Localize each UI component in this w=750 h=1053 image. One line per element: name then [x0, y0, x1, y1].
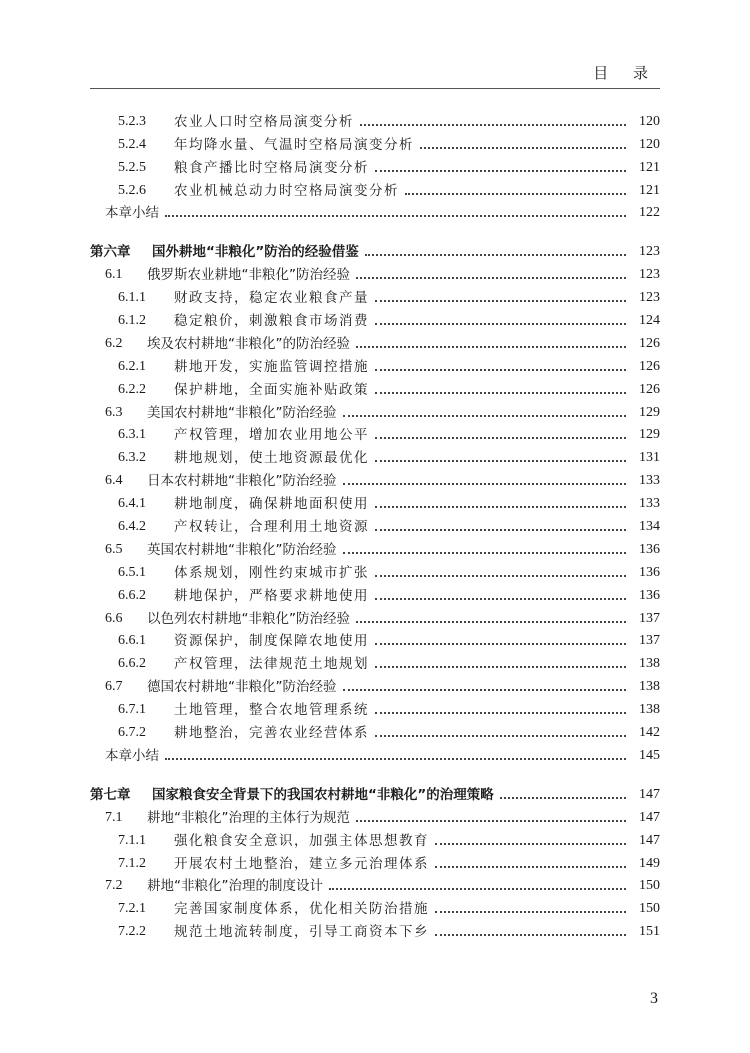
- toc-entry[interactable]: [90, 284, 660, 307]
- toc-entry-number: 7.2.2: [118, 924, 146, 940]
- header-rule: [90, 88, 660, 89]
- toc-entry-page: 138: [639, 679, 660, 695]
- toc-entry-title: 耕地开发，实施监管调控措施: [174, 358, 369, 375]
- toc-entry-title: 农业机械总动力时空格局演变分析: [174, 182, 399, 199]
- toc-entry[interactable]: [90, 399, 660, 422]
- toc-entry-number: 6.6: [105, 610, 123, 626]
- toc-entry[interactable]: [90, 238, 660, 261]
- dot-leader: [165, 215, 626, 217]
- dot-leader: [356, 277, 626, 279]
- toc-entry-number: 7.1.1: [118, 832, 146, 848]
- dot-leader: [329, 888, 626, 890]
- dot-leader: [375, 735, 626, 737]
- dot-leader: [375, 460, 626, 462]
- toc-entry[interactable]: [90, 605, 660, 628]
- toc-entry[interactable]: [90, 895, 660, 918]
- dot-leader: [356, 621, 626, 623]
- toc-entry-number: 6.5: [105, 541, 123, 557]
- toc-entry[interactable]: [90, 376, 660, 399]
- toc-entry-title: 耕地“非粮化”治理的主体行为规范: [147, 809, 350, 826]
- dot-leader: [375, 392, 626, 394]
- toc-entry[interactable]: [90, 330, 660, 353]
- toc-entry-page: 137: [639, 610, 660, 626]
- toc-entry-page: 122: [639, 205, 660, 221]
- toc-entry-page: 137: [639, 633, 660, 649]
- toc-entry[interactable]: [90, 827, 660, 850]
- toc-entry-page: 126: [639, 335, 660, 351]
- toc-entry-page: 133: [639, 473, 660, 489]
- toc-entry[interactable]: [90, 559, 660, 582]
- toc-entry[interactable]: [90, 650, 660, 673]
- dot-leader: [343, 689, 627, 691]
- dot-leader: [420, 147, 626, 149]
- toc-entry-number: 第六章: [90, 244, 131, 261]
- dot-leader: [435, 911, 626, 913]
- toc-entry-number: 7.1: [105, 809, 123, 825]
- toc-entry-number: 7.1.2: [118, 855, 146, 871]
- toc-entry-title: 粮食产播比时空格局演变分析: [174, 159, 369, 176]
- toc-entry[interactable]: [90, 918, 660, 941]
- toc-entry[interactable]: [90, 131, 660, 154]
- toc-entry-page: 149: [639, 855, 660, 871]
- toc-entry-page: 136: [639, 541, 660, 557]
- toc-entry-number: 6.6.2: [118, 656, 146, 672]
- toc-entry-number: 5.2.6: [118, 182, 146, 198]
- toc-entry-title: 产权管理，法律规范土地规划: [174, 656, 369, 673]
- toc-entry-number: 6.4: [105, 473, 123, 489]
- toc-entry-page: 147: [639, 832, 660, 848]
- table-of-contents: [90, 108, 660, 941]
- toc-entry-title: 国家粮食安全背景下的我国农村耕地“非粮化”的治理策略: [152, 786, 494, 803]
- toc-entry-page: 150: [639, 901, 660, 917]
- dot-leader: [375, 529, 626, 531]
- toc-entry-page: 145: [639, 747, 660, 763]
- dot-leader: [375, 575, 626, 577]
- toc-entry-page: 126: [639, 381, 660, 397]
- toc-entry-page: 138: [639, 656, 660, 672]
- toc-entry-title: 国外耕地“非粮化”防治的经验借鉴: [152, 244, 359, 261]
- toc-entry-title: 财政支持，稳定农业粮食产量: [174, 290, 369, 307]
- toc-entry-title: 耕地“非粮化”治理的制度设计: [147, 878, 323, 895]
- toc-entry-title: 耕地制度，确保耕地面积使用: [174, 496, 369, 513]
- dot-leader: [356, 346, 626, 348]
- toc-entry-title: 俄罗斯农业耕地“非粮化”防治经验: [147, 267, 350, 284]
- toc-entry-title: 产权管理，增加农业用地公平: [174, 427, 369, 444]
- toc-entry-page: 131: [639, 450, 660, 466]
- toc-entry[interactable]: [90, 353, 660, 376]
- toc-entry-title: 日本农村耕地“非粮化”防治经验: [147, 473, 337, 490]
- toc-entry-page: 123: [639, 267, 660, 283]
- toc-entry-page: 123: [639, 244, 660, 260]
- toc-entry-number: 6.2.1: [118, 358, 146, 374]
- dot-leader: [343, 415, 627, 417]
- dot-leader: [435, 934, 626, 936]
- toc-entry-title: 埃及农村耕地“非粮化”的防治经验: [147, 335, 350, 352]
- toc-entry-title: 土地管理，整合农地管理系统: [174, 702, 369, 719]
- toc-entry-page: 120: [639, 113, 660, 129]
- toc-entry[interactable]: [90, 873, 660, 896]
- toc-entry[interactable]: [90, 200, 660, 223]
- toc-entry-title: 稳定粮价，刺激粮食市场消费: [174, 313, 369, 330]
- dot-leader: [375, 323, 626, 325]
- toc-entry-title: 以色列农村耕地“非粮化”防治经验: [147, 610, 350, 627]
- toc-entry[interactable]: [90, 536, 660, 559]
- toc-entry-page: 151: [639, 924, 660, 940]
- toc-entry[interactable]: [90, 108, 660, 131]
- dot-leader: [343, 483, 627, 485]
- toc-entry-title: 强化粮食安全意识，加强主体思想教育: [174, 832, 429, 849]
- dot-leader: [435, 866, 626, 868]
- toc-entry-number: 6.6.1: [118, 633, 146, 649]
- toc-entry[interactable]: [90, 467, 660, 490]
- toc-entry-page: 124: [639, 313, 660, 329]
- toc-entry-number: 6.2: [105, 335, 123, 351]
- toc-entry-number: 6.3.2: [118, 450, 146, 466]
- toc-entry[interactable]: [90, 628, 660, 651]
- toc-entry[interactable]: [90, 261, 660, 284]
- toc-entry-page: 136: [639, 587, 660, 603]
- toc-entry-page: 136: [639, 564, 660, 580]
- toc-entry-title: 完善国家制度体系，优化相关防治措施: [174, 901, 429, 918]
- toc-entry-number: 7.2.1: [118, 901, 146, 917]
- chapter-gap: [90, 222, 660, 238]
- toc-entry-page: 147: [639, 809, 660, 825]
- toc-entry-number: 6.3.1: [118, 427, 146, 443]
- dot-leader: [375, 666, 626, 668]
- toc-entry-title: 农业人口时空格局演变分析: [174, 113, 354, 130]
- toc-entry[interactable]: [90, 742, 660, 765]
- dot-leader: [365, 254, 626, 256]
- dot-leader: [375, 598, 626, 600]
- toc-entry[interactable]: [90, 850, 660, 873]
- dot-leader: [343, 552, 627, 554]
- toc-entry-title: 耕地保护，严格要求耕地使用: [174, 587, 369, 604]
- toc-entry-page: 123: [639, 290, 660, 306]
- toc-entry-title: 耕地整治，完善农业经营体系: [174, 725, 369, 742]
- toc-entry-page: 134: [639, 519, 660, 535]
- toc-entry-number: 第七章: [90, 786, 131, 803]
- dot-leader: [360, 124, 626, 126]
- toc-entry[interactable]: [90, 490, 660, 513]
- toc-entry-page: 129: [639, 427, 660, 443]
- dot-leader: [405, 193, 626, 195]
- toc-entry-number: 5.2.4: [118, 136, 146, 152]
- toc-entry-number: 6.4.1: [118, 496, 146, 512]
- toc-entry-number: 6.7: [105, 679, 123, 695]
- dot-leader: [375, 506, 626, 508]
- toc-entry-number: 6.7.2: [118, 725, 146, 741]
- toc-entry-number: 7.2: [105, 878, 123, 894]
- dot-leader: [165, 758, 626, 760]
- toc-entry-page: 129: [639, 404, 660, 420]
- toc-entry[interactable]: [90, 696, 660, 719]
- toc-entry-page: 133: [639, 496, 660, 512]
- toc-entry-number: 6.5.1: [118, 564, 146, 580]
- toc-entry[interactable]: [90, 719, 660, 742]
- toc-entry[interactable]: [90, 177, 660, 200]
- toc-entry-title: 体系规划，刚性约束城市扩张: [174, 564, 369, 581]
- toc-entry[interactable]: [90, 673, 660, 696]
- toc-entry-title: 本章小结: [105, 205, 159, 222]
- dot-leader: [375, 170, 626, 172]
- dot-leader: [375, 437, 626, 439]
- toc-entry[interactable]: [90, 154, 660, 177]
- dot-leader: [435, 843, 626, 845]
- dot-leader: [356, 820, 626, 822]
- chapter-gap: [90, 765, 660, 781]
- toc-entry-page: 147: [639, 786, 660, 802]
- dot-leader: [375, 643, 626, 645]
- toc-entry-title: 保护耕地，全面实施补贴政策: [174, 381, 369, 398]
- dot-leader: [375, 300, 626, 302]
- running-head: 目 录: [593, 64, 658, 82]
- toc-entry-number: 6.2.2: [118, 381, 146, 397]
- toc-entry-page: 121: [639, 182, 660, 198]
- toc-entry-title: 英国农村耕地“非粮化”防治经验: [147, 541, 337, 558]
- dot-leader: [500, 797, 626, 799]
- toc-entry[interactable]: [90, 781, 660, 804]
- toc-entry[interactable]: [90, 582, 660, 605]
- toc-entry-number: 5.2.5: [118, 159, 146, 175]
- toc-entry-title: 耕地规划，使土地资源最优化: [174, 450, 369, 467]
- toc-entry[interactable]: [90, 444, 660, 467]
- toc-entry[interactable]: [90, 804, 660, 827]
- toc-entry-number: 5.2.3: [118, 113, 146, 129]
- toc-entry-title: 资源保护，制度保障农地使用: [174, 633, 369, 650]
- toc-entry-page: 138: [639, 702, 660, 718]
- toc-entry-title: 美国农村耕地“非粮化”防治经验: [147, 404, 337, 421]
- toc-entry-title: 开展农村土地整治，建立多元治理体系: [174, 855, 429, 872]
- toc-entry-number: 6.4.2: [118, 519, 146, 535]
- toc-entry[interactable]: [90, 513, 660, 536]
- toc-entry-page: 150: [639, 878, 660, 894]
- toc-entry-page: 126: [639, 358, 660, 374]
- page-number: 3: [650, 990, 658, 1007]
- toc-entry-page: 120: [639, 136, 660, 152]
- toc-entry-page: 121: [639, 159, 660, 175]
- toc-entry[interactable]: [90, 307, 660, 330]
- toc-entry-title: 德国农村耕地“非粮化”防治经验: [147, 679, 337, 696]
- toc-entry-number: 6.1.1: [118, 290, 146, 306]
- toc-entry-number: 6.7.1: [118, 702, 146, 718]
- dot-leader: [375, 712, 626, 714]
- dot-leader: [375, 369, 626, 371]
- toc-entry[interactable]: [90, 422, 660, 445]
- toc-entry-page: 142: [639, 725, 660, 741]
- toc-entry-number: 6.6.2: [118, 587, 146, 603]
- toc-entry-number: 6.1.2: [118, 313, 146, 329]
- toc-entry-number: 6.3: [105, 404, 123, 420]
- toc-entry-title: 规范土地流转制度，引导工商资本下乡: [174, 924, 429, 941]
- toc-entry-number: 6.1: [105, 267, 123, 283]
- toc-entry-title: 产权转让，合理利用土地资源: [174, 519, 369, 536]
- toc-entry-title: 本章小结: [105, 747, 159, 764]
- toc-entry-title: 年均降水量、气温时空格局演变分析: [174, 136, 414, 153]
